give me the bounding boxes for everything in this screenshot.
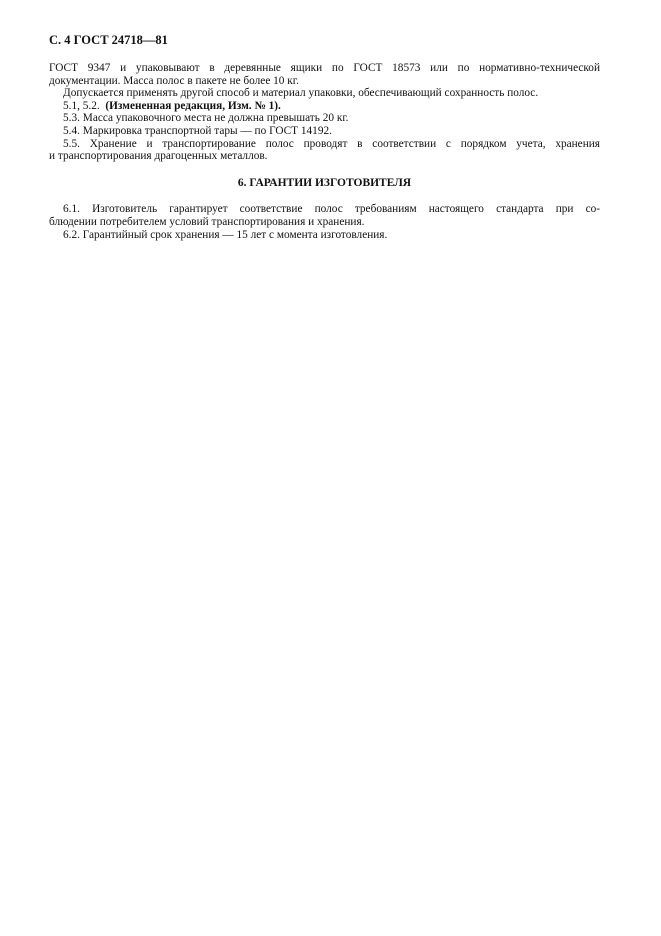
paragraph-line: 6.1. Изготовитель гарантирует соответствие полос требованиям настоящего стандарта при со- bbox=[63, 203, 600, 216]
paragraph-line: ГОСТ 9347 и упаковывают в деревянные ящики по ГОСТ 18573 или по нормативно-технической bbox=[49, 62, 600, 74]
page-header: С. 4 ГОСТ 24718—81 bbox=[49, 33, 168, 47]
amendment-note: (Измененная редакция, Изм. № 1). bbox=[105, 99, 281, 112]
document-body bbox=[49, 62, 600, 241]
paragraph-line: 5.5. Хранение и транспортирование полос проводят в соответствии с порядком учета, хранения bbox=[63, 137, 600, 150]
clause-number: 5.1, 5.2. bbox=[63, 99, 100, 112]
paragraph: 5.3. Масса упаковочного места не должна превышать 20 кг. bbox=[63, 112, 349, 125]
paragraph-line: документации. Масса полос в пакете не более 10 кг. bbox=[49, 74, 299, 87]
paragraph: 6.2. Гарантийный срок хранения — 15 лет с момента изготовления. bbox=[63, 228, 388, 241]
section-heading: 6. ГАРАНТИИ ИЗГОТОВИТЕЛЯ bbox=[237, 176, 412, 189]
paragraph-line: и транспортирования драгоценных металлов. bbox=[49, 150, 268, 163]
paragraph-line: блюдении потребителем условий транспортирования и хранения. bbox=[49, 215, 365, 228]
paragraph: 5.4. Маркировка транспортной тары — по ГОСТ 14192. bbox=[63, 124, 332, 137]
paragraph: Допускается применять другой способ и материал упаковки, обеспечивающий сохранность полос. bbox=[63, 87, 539, 100]
paragraph-amendment bbox=[49, 100, 600, 113]
